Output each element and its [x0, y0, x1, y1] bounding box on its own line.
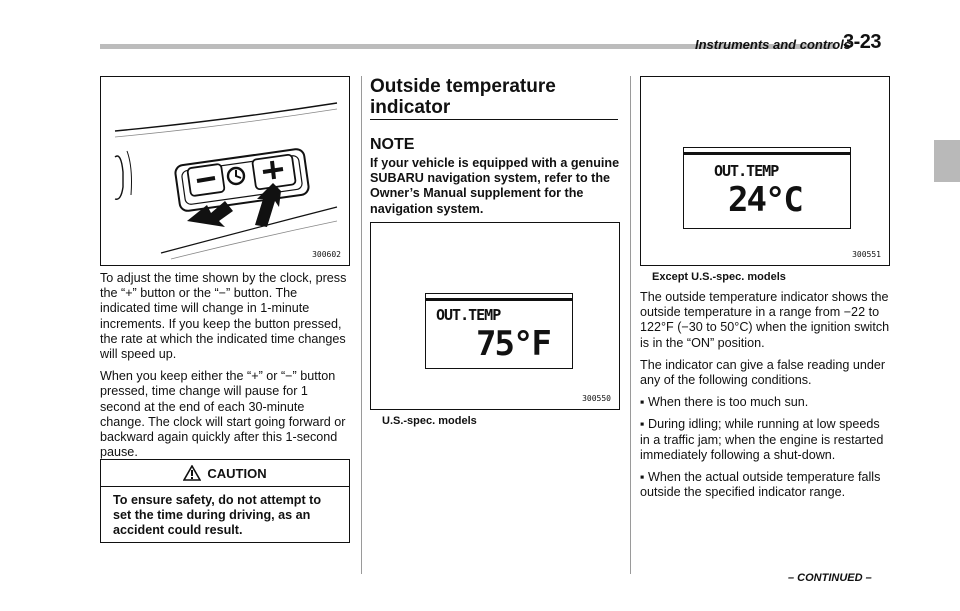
caution-header [101, 460, 349, 487]
lcd-display [425, 293, 573, 369]
clock-button-illustration [101, 77, 349, 265]
figure-id: 300550 [582, 394, 611, 403]
chapter-tab [934, 140, 960, 182]
lcd-label: OUT.TEMP [436, 306, 501, 324]
lcd-display [683, 147, 851, 229]
lcd-top-bar [684, 152, 850, 155]
lcd-top-bar [426, 298, 572, 301]
section-header: Instruments and controls [695, 37, 852, 52]
metric-temp-figure [640, 76, 890, 266]
paragraph: The indicator can give a false reading under any of the following conditions. [640, 357, 886, 388]
us-temp-figure [370, 222, 620, 410]
column3-text [640, 290, 890, 500]
caution-box [100, 459, 350, 543]
paragraph: When you keep either the “+” or “−” button pressed, time change will pause for 1 second at the end of each 30-minute change. The clock will start going forward or backward again quickly after this 1-second pause. [100, 369, 346, 460]
figure-id: 300602 [312, 250, 341, 259]
figure-caption: U.S.-spec. models [382, 415, 477, 427]
column-divider-2 [630, 76, 631, 574]
page-number: 3-23 [843, 31, 882, 53]
caution-text: To ensure safety, do not attempt to set the time during driving, as an accident could result. [113, 493, 322, 538]
column1-text [100, 271, 350, 460]
figure-id: 300551 [852, 250, 881, 259]
figure-caption: Except U.S.-spec. models [652, 271, 786, 283]
section-title: Outside temperature indicator [370, 76, 556, 118]
note-text: If your vehicle is equipped with a genuine SUBARU navigation system, refer to the Owner’s Manual supplement for the navigation system. [370, 156, 620, 216]
note-heading: NOTE [370, 136, 415, 153]
column-divider-1 [361, 76, 362, 574]
list-item: ▪ During idling; while running at low speeds in a traffic jam; when the engine is restarted immediately following a shut-down. [640, 417, 884, 462]
lcd-reading: 24°C [728, 180, 802, 220]
bullet-icon: ▪ [640, 417, 648, 432]
bullet-icon: ▪ [640, 395, 648, 410]
list-item: ▪ When there is too much sun. [640, 395, 809, 410]
lcd-label: OUT.TEMP [714, 162, 779, 180]
section-rule [370, 119, 618, 120]
bullet-icon: ▪ [640, 470, 648, 485]
lcd-reading: 75°F [476, 324, 550, 364]
paragraph: The outside temperature indicator shows the outside temperature in a range from −22 to 122°F (−30 to 50°C) when the ignition switch is in the “ON” position. [640, 290, 890, 350]
paragraph: To adjust the time shown by the clock, press the “+” button or the “−” button. The indicated time will change in 1-minute increments. If you keep the button pressed, the rate at which the indicated time changes will speed up. [100, 271, 347, 362]
clock-button-figure [100, 76, 350, 266]
caution-title: CAUTION [207, 465, 267, 481]
list-item: ▪ When the actual outside temperature falls outside the specified indicator range. [640, 470, 881, 500]
warning-icon [183, 465, 201, 481]
continued-label: – CONTINUED – [788, 572, 872, 584]
